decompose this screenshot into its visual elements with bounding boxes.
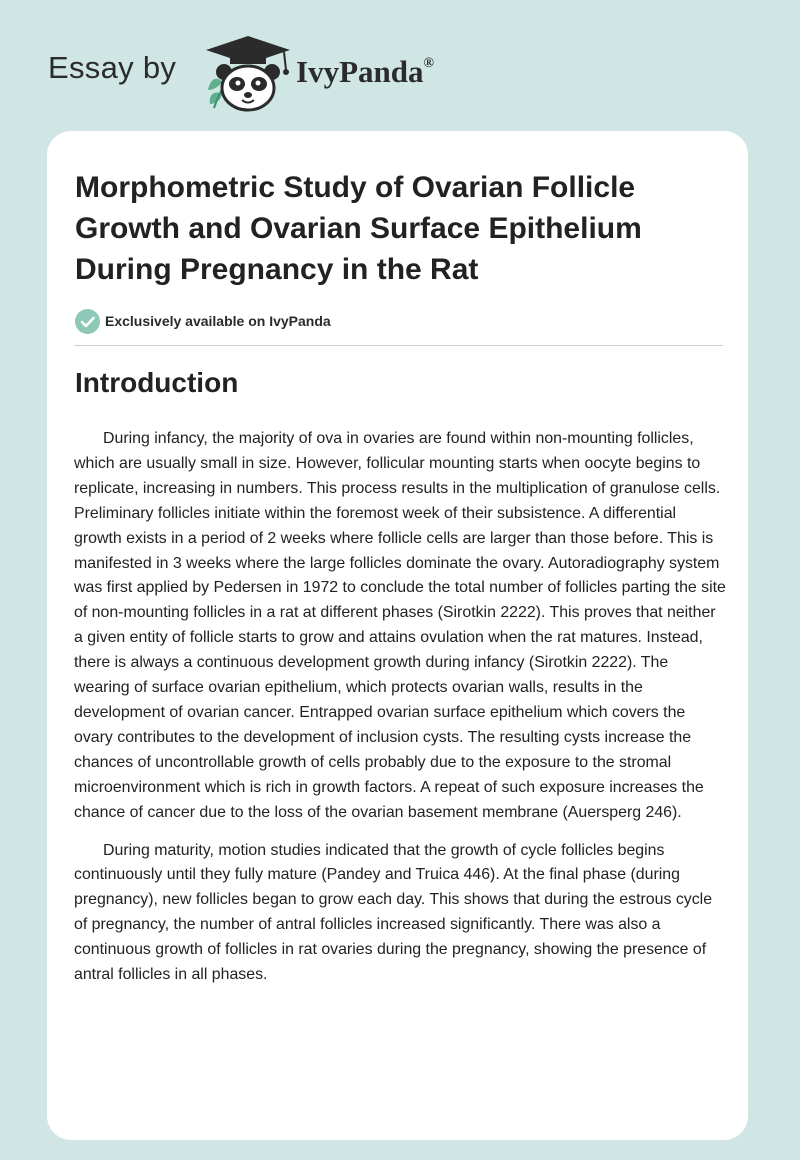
essay-by-label: Essay by (48, 50, 177, 85)
check-circle-icon (75, 309, 100, 334)
panda-graduate-icon[interactable] (200, 32, 296, 112)
essay-card (47, 131, 748, 1140)
site-header (0, 0, 800, 130)
essay-body (74, 427, 726, 1001)
divider (74, 345, 723, 346)
brand-name: IvyPanda (296, 54, 424, 89)
paragraph: During maturity, motion studies indicated that the growth of cycle follicles begins continuously until they fully mature (Pandey and Truica 446). At the final phase (during pregnancy), new follicles began to grow each day. This shows that during the estrous cycle of pregnancy, the number of antral follicles increased significantly. There was also a continuous growth of follicles in rat ovaries during the pregnancy, showing the presence of antral follicles in all phases. (74, 841, 713, 984)
registered-mark: ® (423, 55, 434, 71)
brand-logo-text[interactable] (296, 54, 434, 90)
section-heading: Introduction (75, 367, 239, 398)
exclusive-badge (75, 308, 331, 334)
paragraph: During infancy, the majority of ova in ovaries are found within non-mounting follicles, which are usually small in size. However, follicular mounting starts when oocyte begins to replicate, increasing in numbers. This process results in the multiplication of granulose cells. Preliminary follicles initiate within the foremost week of their subsistence. A differential growth exists in a period of 2 weeks where follicle cells are larger than those before. This is manifested in 3 weeks where the large follicles dominate the ovary. Autoradiography system was first applied by Pedersen in 1972 to conclude the total number of follicles parting the site of non-mounting follicles in a rat at different phases (Sirotkin 2222). This proves that neither a given entity of follicle starts to grow and attains ovulation when the rat matures. Instead, there is always a continuous development growth during infancy (Sirotkin 2222). The wearing of surface ovarian epithelium, which protects ovarian walls, results in the development of ovarian cancer. Entrapped ovarian surface epithelium which covers the ovary contributes to the development of inclusion cysts. The resulting cysts increase the chances of uncontrollable growth of cells probably due to the exposure to the stromal microenvironment which is rich in growth factors. A repeat of such exposure increases the chance of cancer due to the loss of the ovarian basement membrane (Auersperg 246). (74, 430, 726, 821)
badge-text: Exclusively available on IvyPanda (105, 313, 331, 329)
page-title: Morphometric Study of Ovarian Follicle Growth and Ovarian Surface Epithelium During Pregnancy in the Rat (75, 171, 642, 286)
